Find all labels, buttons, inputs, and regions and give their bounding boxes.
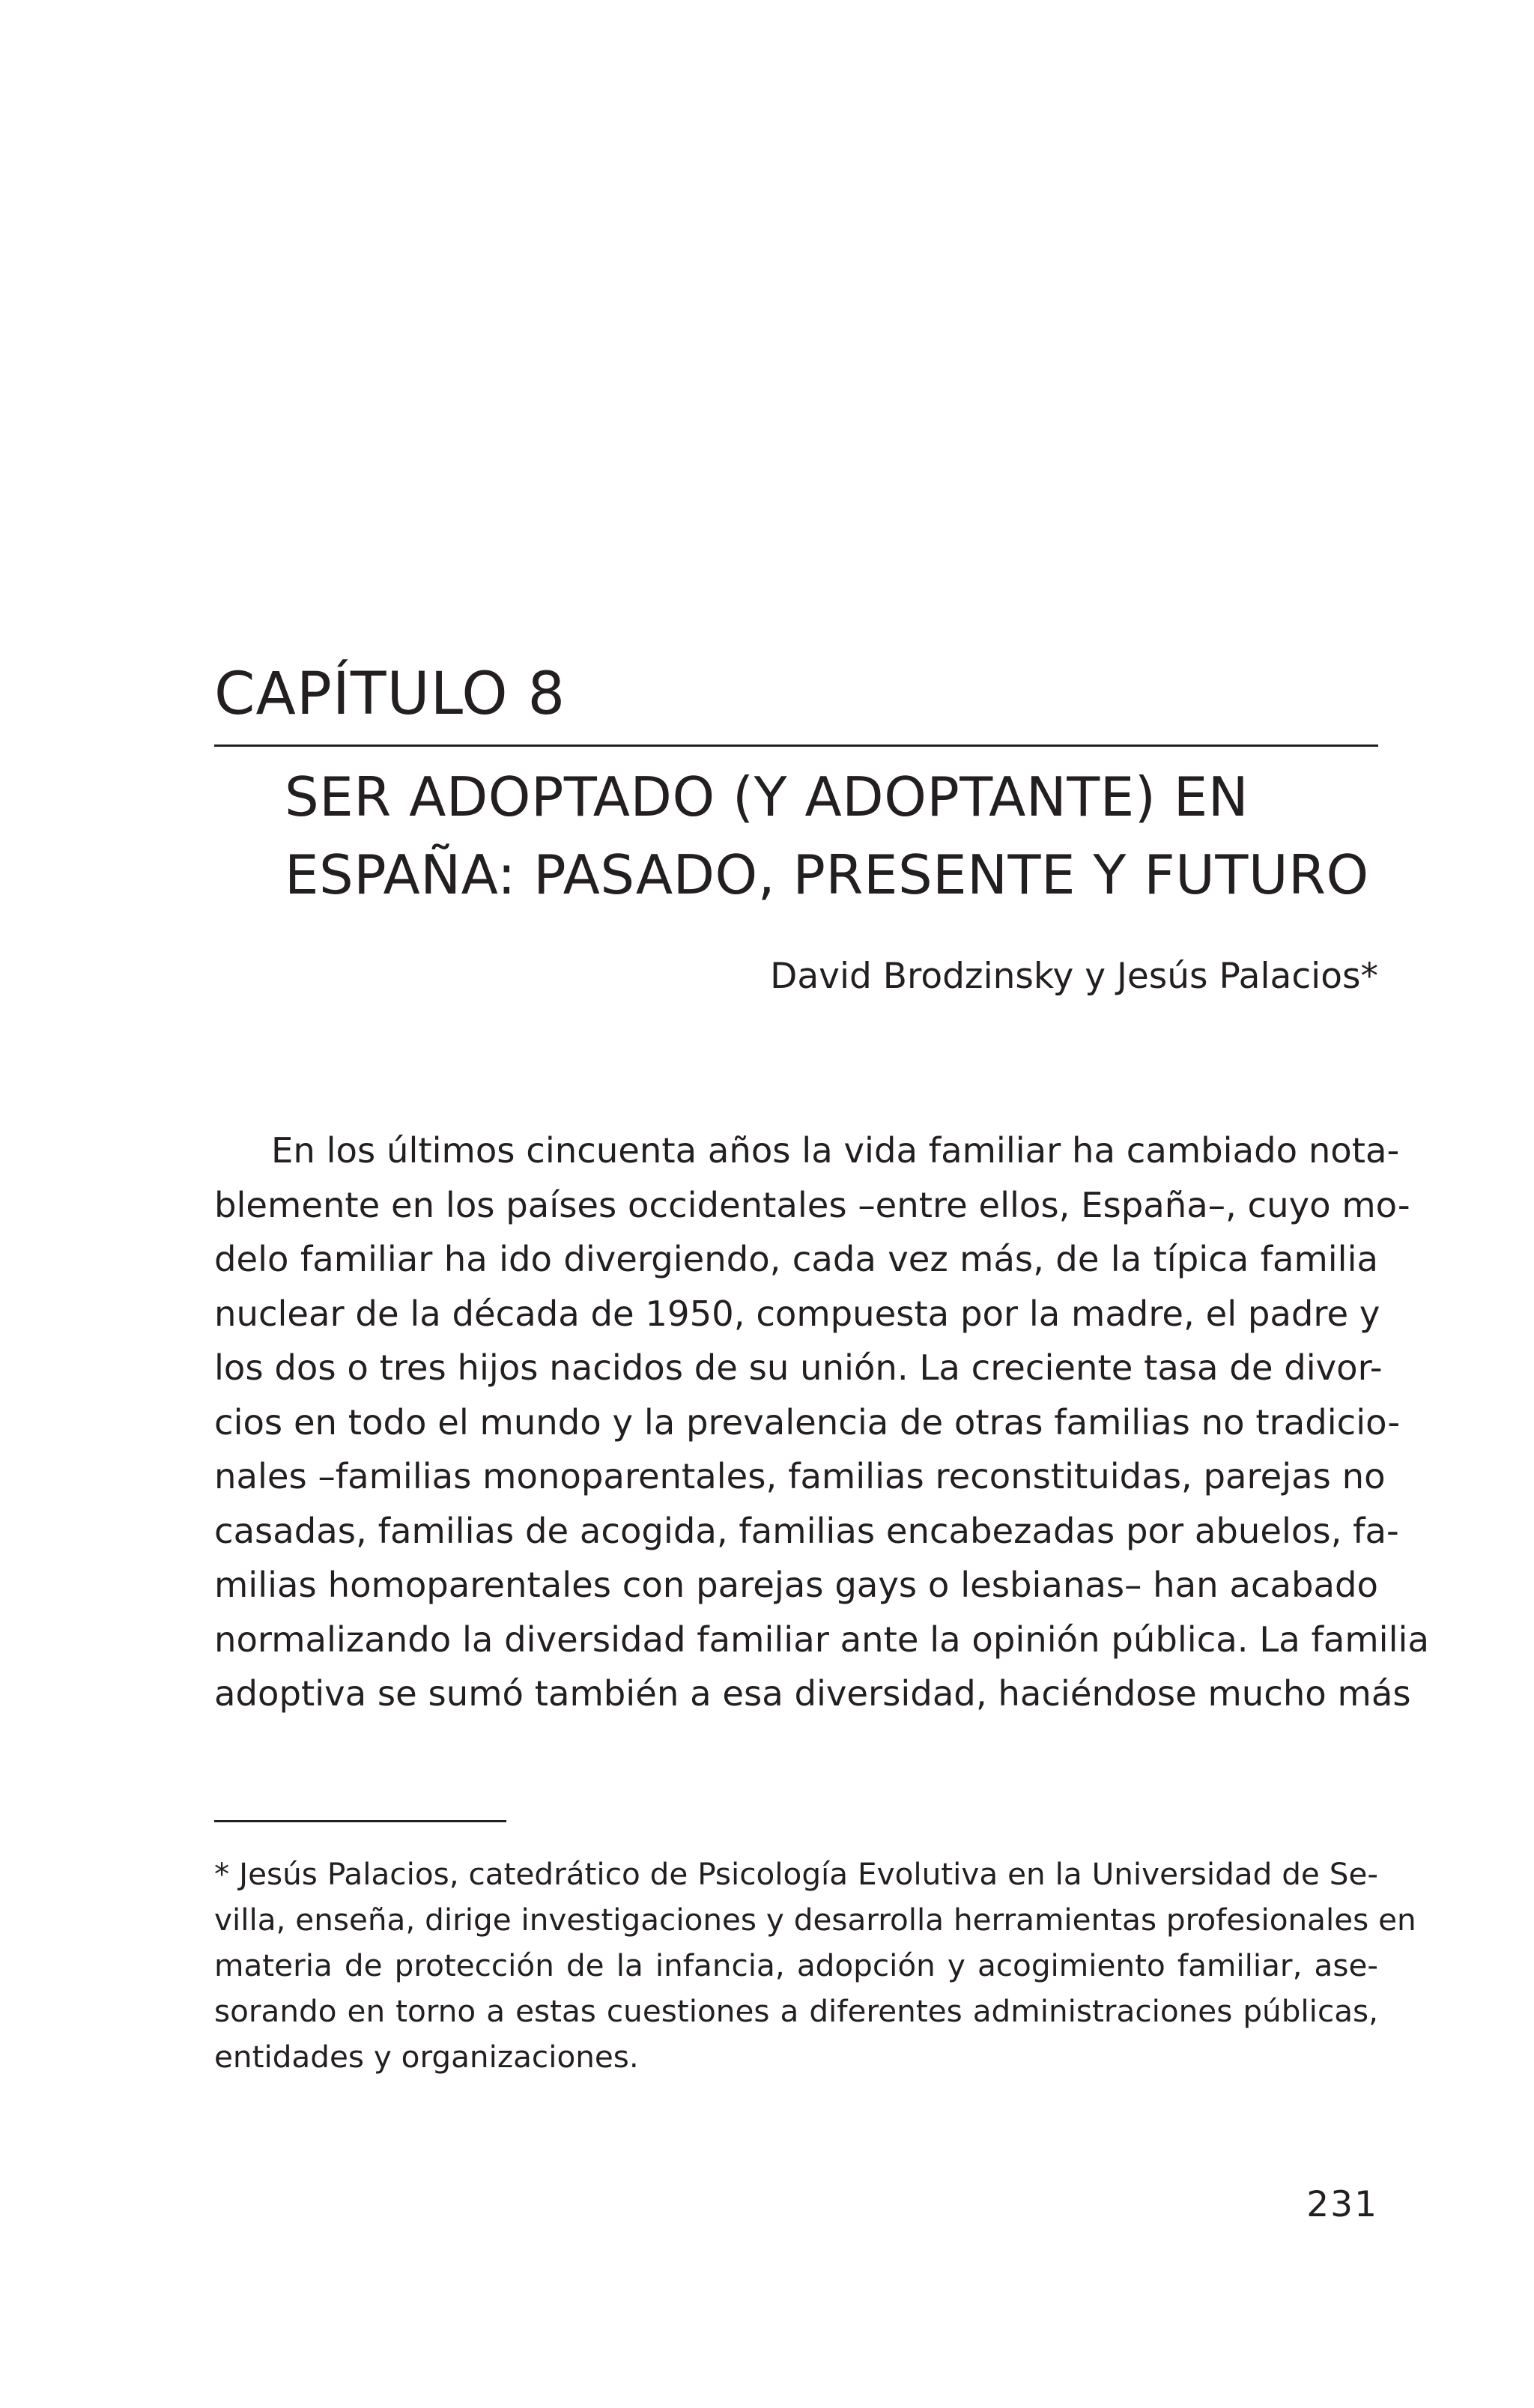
chapter-label: CAPÍTULO 8 (214, 661, 566, 728)
body-line: los dos o tres hijos nacidos de su unión. La creciente tasa de divor- (214, 1347, 1383, 1388)
footnote-line: entidades y organizaciones. (214, 2039, 639, 2075)
body-line: milias homoparentales con parejas gays o lesbianas– han acabado (214, 1565, 1378, 1605)
footnote-line: materia de protección de la infancia, adopción y acogimiento familiar, ase- (214, 1947, 1378, 1983)
page-number: 231 (1306, 2184, 1378, 2225)
body-paragraph (214, 1123, 1429, 1721)
chapter-title-line: ESPAÑA: PASADO, PRESENTE Y FUTURO (285, 843, 1369, 906)
body-line: normalizando la diversidad familiar ante la opinión pública. La familia (214, 1619, 1429, 1660)
body-line: blemente en los países occidentales –entre ellos, España–, cuyo mo- (214, 1184, 1410, 1225)
body-line: nales –familias monoparentales, familias reconstituidas, parejas no (214, 1456, 1386, 1496)
chapter-divider (214, 744, 1378, 747)
chapter-title-line: SER ADOPTADO (Y ADOPTANTE) EN (285, 765, 1249, 828)
footnote (214, 1852, 1416, 2080)
body-line: En los últimos cincuenta años la vida familiar ha cambiado nota- (271, 1130, 1400, 1171)
footnote-divider (214, 1820, 506, 1822)
chapter-authors: David Brodzinsky y Jesús Palacios* (770, 956, 1378, 997)
footnote-line: villa, enseña, dirige investigaciones y desarrolla herramientas profesionales en (214, 1902, 1416, 1938)
body-line: delo familiar ha ido divergiendo, cada vez más, de la típica familia (214, 1239, 1378, 1279)
body-line: casadas, familias de acogida, familias encabezadas por abuelos, fa- (214, 1510, 1399, 1551)
chapter-title (285, 758, 1378, 914)
body-line: nuclear de la década de 1950, compuesta por la madre, el padre y (214, 1293, 1380, 1334)
body-line: adoptiva se sumó también a esa diversidad, haciéndose mucho más (214, 1673, 1411, 1714)
footnote-line: sorando en torno a estas cuestiones a diferentes administraciones públicas, (214, 1993, 1378, 2029)
footnote-line: * Jesús Palacios, catedrático de Psicología Evolutiva en la Universidad de Se- (214, 1856, 1378, 1892)
body-line: cios en todo el mundo y la prevalencia de otras familias no tradicio- (214, 1401, 1401, 1443)
